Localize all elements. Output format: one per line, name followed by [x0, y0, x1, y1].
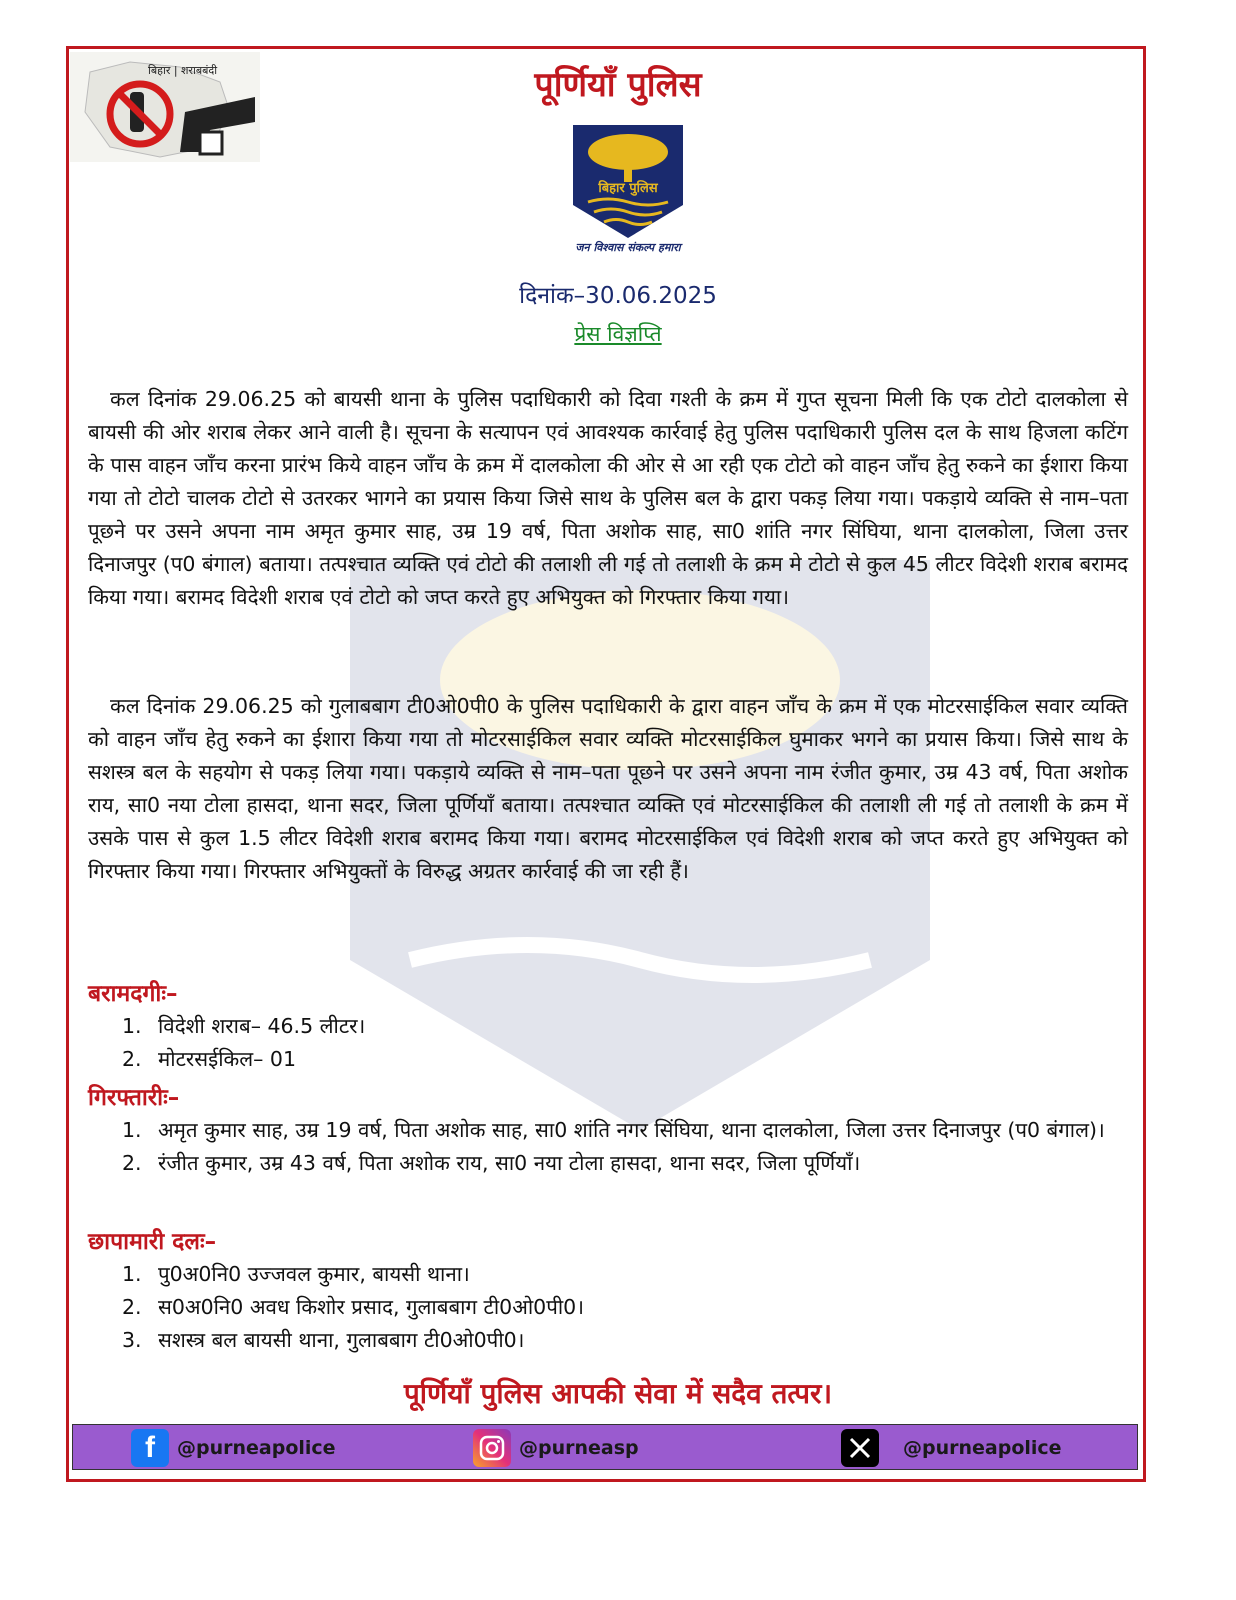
recovery-list: [122, 1010, 1128, 1076]
x-handle: @purneapolice: [903, 1437, 1062, 1459]
list-item: [122, 1324, 1128, 1357]
paragraph-2: [88, 690, 1128, 888]
facebook-icon: f: [131, 1429, 169, 1467]
list-number: 2.: [122, 1295, 142, 1319]
page-title: पूर्णियाँ पुलिस: [534, 65, 702, 105]
instagram-link[interactable]: [473, 1429, 639, 1467]
list-number: 2.: [122, 1047, 142, 1071]
paragraph-2-text: कल दिनांक 29.06.25 को गुलाबबाग टी0ओ0पी0 के पुलिस पदाधिकारी के द्वारा वाहन जाँच के क्रम में एक मोटरसाईकिल सवार व्यक्ति को वाहन जाँच हेतु रुकने का ईशारा किया गया तो मोटरसाईकिल सवार व्यक्ति मोटरसाईकिल घुमाकर भगने का प्रयास किया। जिसे साथ के सशस्त्र बल के सहयोग से पकड़ लिया गया। पकड़ाये व्यक्ति से नाम–पता पूछने पर उसने अपना नाम रंजीत कुमार, उम्र 43 वर्ष, पिता अशोक राय, सा0 नया टोला हासदा, थाना सदर, जिला पूर्णियाँ बताया। तत्पश्चात व्यक्ति एवं मोटरसाईकिल की तलाशी ली गई तो तलाशी के क्रम में उसके पास से कुल 1.5 लीटर विदेशी शराब बरामद किया गया। बरामद मोटरसाईकिल एवं विदेशी शराब को जप्त करते हुए अभियुक्त को गिरफ्तार किया गया। गिरफ्तार अभियुक्तों के विरुद्ध अग्रतर कार्रवाई की जा रही हैं।: [88, 694, 1128, 883]
emblem-motto: जन विश्वास संकल्प हमारा: [575, 241, 681, 254]
list-text: स0अ0नि0 अवध किशोर प्रसाद, गुलाबबाग टी0ओ0पी0।: [158, 1295, 584, 1319]
list-item: [122, 1258, 1128, 1291]
list-number: 1.: [122, 1014, 142, 1038]
raid-team-list: [122, 1258, 1128, 1357]
press-date: दिनांक–30.06.2025: [519, 283, 717, 309]
list-text: मोटरसईकिल– 01: [158, 1047, 297, 1071]
x-link[interactable]: [841, 1429, 1062, 1467]
list-item: [122, 1043, 1128, 1076]
arrests-heading: गिरफ्तारीः–: [88, 1085, 180, 1111]
list-text: रंजीत कुमार, उम्र 43 वर्ष, पिता अशोक राय, सा0 नया टोला हासदा, थाना सदर, जिला पूर्णियाँ।: [158, 1151, 861, 1175]
emblem-text: बिहार पुलिस: [598, 181, 658, 196]
logo-caption: बिहार | शराबबंदी: [148, 64, 218, 77]
list-text: विदेशी शराब– 46.5 लीटर।: [158, 1014, 366, 1038]
footer-slogan: पूर्णियाँ पुलिस आपकी सेवा में सदैव तत्पर।: [403, 1377, 833, 1410]
instagram-icon: [473, 1429, 511, 1467]
list-item: [122, 1114, 1128, 1147]
list-item: [122, 1147, 1128, 1180]
x-icon: [841, 1429, 879, 1467]
list-text: अमृत कुमार साह, उम्र 19 वर्ष, पिता अशोक साह, सा0 शांति नगर सिंघिया, थाना दालकोला, जिला उत्तर दिनाजपुर (प0 बंगाल)।: [158, 1118, 1105, 1142]
list-item: [122, 1010, 1128, 1043]
facebook-handle: @purneapolice: [177, 1437, 336, 1459]
recovery-heading: बरामदगीः–: [88, 981, 178, 1007]
paragraph-1: [88, 383, 1128, 614]
list-number: 3.: [122, 1328, 142, 1352]
raid-team-heading: छापामारी दलः–: [88, 1229, 217, 1255]
social-bar: [72, 1424, 1138, 1470]
facebook-link[interactable]: [131, 1429, 336, 1467]
paragraph-1-text: कल दिनांक 29.06.25 को बायसी थाना के पुलिस पदाधिकारी को दिवा गश्ती के क्रम में गुप्त सूचना मिली कि एक टोटो दालकोला से बायसी की ओर शराब लेकर आने वाली है। सूचना के सत्यापन एवं आवश्यक कार्रवाई हेतु पुलिस पदाधिकारी पुलिस दल के साथ हिजला कटिंग के पास वाहन जाँच करना प्रारंभ किये वाहन जाँच के क्रम में दालकोला की ओर से आ रही एक टोटो को वाहन जाँच हेतु रुकने का ईशारा किया गया तो टोटो चालक टोटो से उतरकर भागने का प्रयास किया जिसे साथ के पुलिस बल के द्वारा पकड़ लिया गया। पकड़ाये व्यक्ति से नाम–पता पूछने पर उसने अपना नाम अमृत कुमार साह, उम्र 19 वर्ष, पिता अशोक साह, सा0 शांति नगर सिंघिया, थाना दालकोला, जिला उत्तर दिनाजपुर (प0 बंगाल) बताया। तत्पश्चात व्यक्ति एवं टोटो की तलाशी ली गई तो तलाशी के क्रम मे टोटो से कुल 45 लीटर विदेशी शराब बरामद किया गया। बरामद विदेशी शराब एवं टोटो को जप्त करते हुए अभियुक्त को गिरफ्तार किया गया।: [88, 387, 1128, 609]
list-number: 1.: [122, 1118, 142, 1142]
list-text: पु0अ0नि0 उज्जवल कुमार, बायसी थाना।: [158, 1262, 470, 1286]
list-number: 2.: [122, 1151, 142, 1175]
press-release-heading: [0, 320, 1236, 348]
instagram-handle: @purneasp: [519, 1437, 639, 1459]
list-number: 1.: [122, 1262, 142, 1286]
press-release-label: प्रेस विज्ञप्ति: [574, 322, 662, 346]
list-text: सशस्त्र बल बायसी थाना, गुलाबबाग टी0ओ0पी0।: [158, 1328, 525, 1352]
list-item: [122, 1291, 1128, 1324]
bihar-police-emblem: [568, 120, 688, 260]
arrests-list: [122, 1114, 1128, 1180]
